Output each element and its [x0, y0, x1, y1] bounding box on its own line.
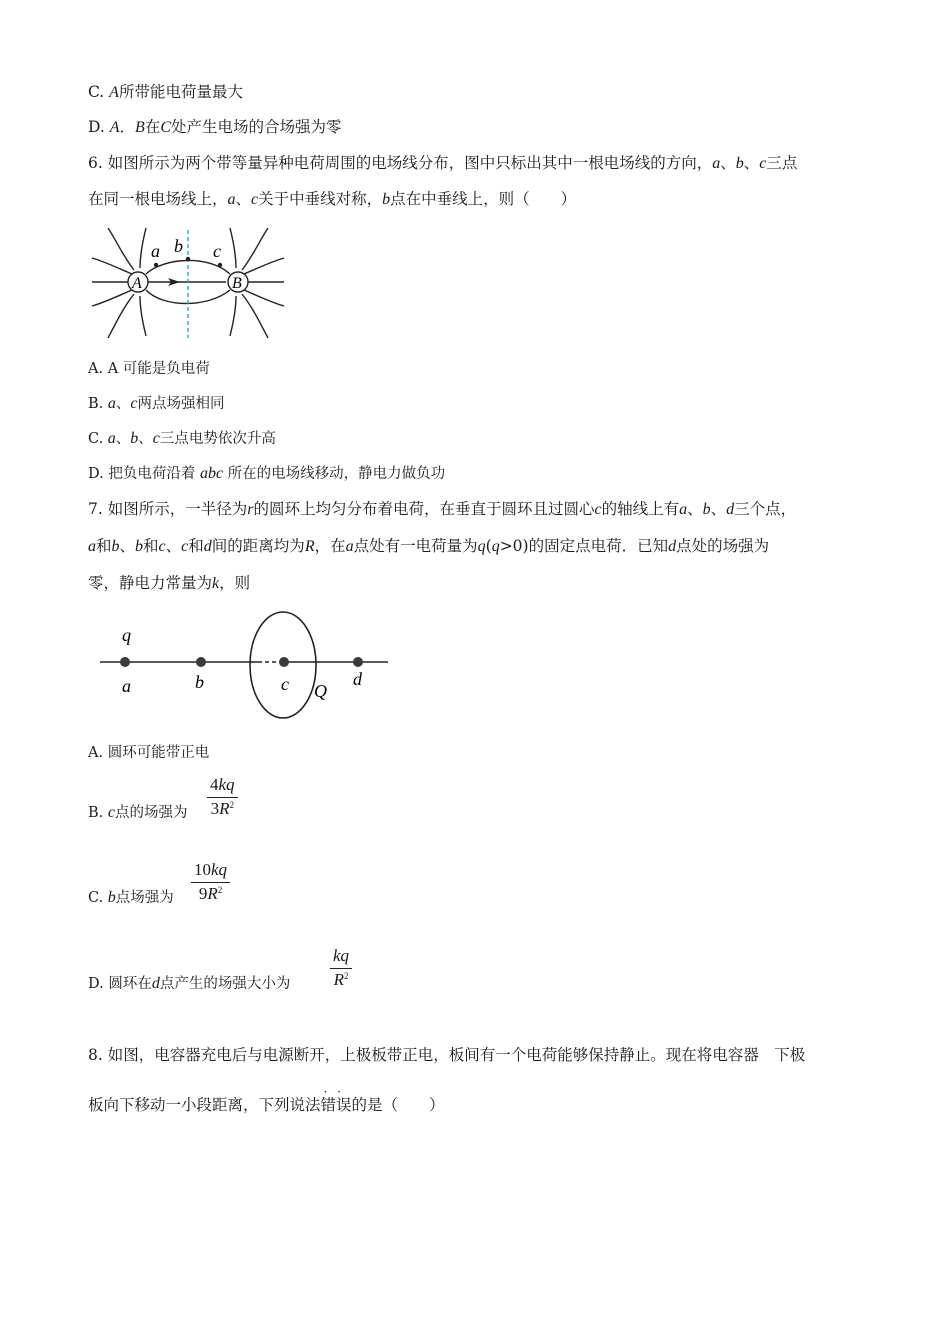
q5-option-d: D. A．B在C处产生电场的合场强为零 [88, 118, 342, 136]
q7-stem-line1: 7. 如图所示，一半径为r的圆环上均匀分布着电荷，在垂直于圆环且过圆心c的轴线上有a、b、d三个点， [88, 500, 797, 518]
q7-label-d: d [353, 669, 362, 689]
q7-option-a: A. 圆环可能带正电 [88, 745, 210, 761]
q7-option-d: D. 圆环在d点产生的场强大小为 [88, 975, 291, 992]
q6-option-a: A. A 可能是负电荷 [88, 361, 210, 377]
q7-label-Q: Q [314, 681, 327, 701]
q7-option-c-fraction: $\frac{10kq}{9R^2}$ [191, 860, 230, 904]
q7-label-c: c [281, 674, 289, 694]
q6-stem-line2: 在同一根电场线上，a、c关于中垂线对称，b点在中垂线上，则（ ） [88, 190, 577, 208]
q6-option-b: B. a、c两点场强相同 [88, 395, 225, 412]
q7-label-a: a [122, 676, 131, 696]
q6-label-c: c [213, 241, 221, 261]
q8-stem-line1: 8. 如图，电容器充电后与电源断开，上极板带正电，板间有一个电荷能够保持静止。现在将电容器 下极 [88, 1046, 806, 1064]
q7-option-b: B. c点的场强为 [88, 804, 188, 821]
q8-stem-line2: 板向下移动一小段距离，下列说法错误 · ·的是（ ） [88, 1095, 445, 1115]
q7-option-b-fraction: $\frac{4kq}{3R^2}$ [207, 775, 238, 819]
q7-option-c: C. b点场强为 [88, 889, 174, 906]
q6-label-A: A [132, 275, 142, 292]
q6-label-b: b [174, 236, 183, 256]
q7-ring-figure [98, 608, 392, 726]
q7-stem-line2: a和b、b和c、c和d间的距离均为R，在a点处有一电荷量为q(q>0)的固定点电荷．已知d点处的场强为 [88, 537, 770, 555]
q8-emphasis-word: 错误 · · [321, 1096, 352, 1114]
q6-field-line-figure [88, 228, 288, 340]
q6-option-d: D. 把负电荷沿着 abc 所在的电场线移动，静电力做负功 [88, 465, 446, 482]
q6-label-a: a [151, 241, 160, 261]
q6-option-c: C. a、b、c三点电势依次升高 [88, 430, 276, 447]
q7-option-d-fraction: $\frac{kq}{R^2}$ [330, 946, 352, 990]
q6-label-B: B [232, 275, 242, 292]
q7-label-q: q [122, 625, 131, 645]
q7-stem-line3: 零，静电力常量为k，则 [88, 574, 251, 592]
q6-stem-line1: 6. 如图所示为两个带等量异种电荷周围的电场线分布，图中只标出其中一根电场线的方向，a、b、c三点 [88, 154, 798, 172]
q5-option-c: C. A所带能电荷量最大 [88, 83, 243, 101]
q7-label-b: b [195, 672, 204, 692]
